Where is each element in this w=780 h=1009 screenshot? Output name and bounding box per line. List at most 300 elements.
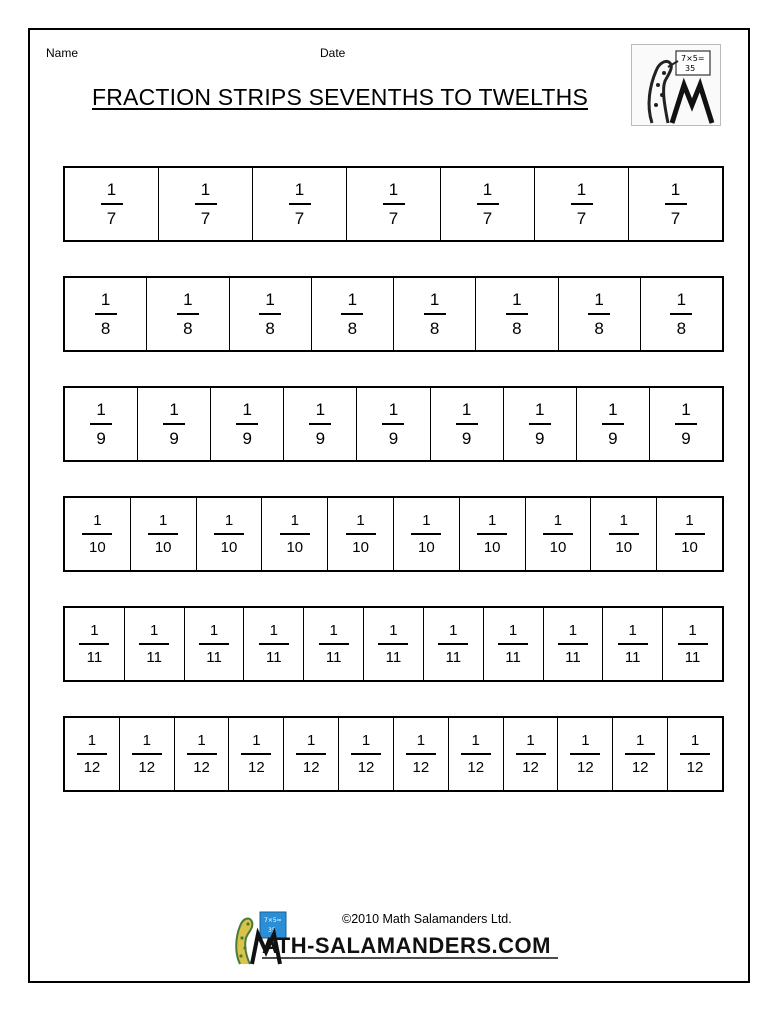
fraction-numerator: 1 [688, 622, 697, 640]
fraction-numerator: 1 [670, 180, 681, 200]
fraction-denominator: 11 [624, 648, 641, 666]
fraction [382, 401, 404, 447]
svg-text:7×5=: 7×5= [681, 54, 705, 63]
fraction-cell [175, 718, 230, 790]
fraction [461, 733, 491, 775]
fraction-bar [82, 533, 112, 535]
fraction [675, 513, 705, 555]
fraction-bar [259, 313, 281, 315]
fraction-denominator: 8 [429, 318, 440, 338]
fraction [558, 623, 588, 665]
fraction-bar [309, 423, 331, 425]
fraction-cell [138, 388, 211, 460]
fraction-bar [588, 313, 610, 315]
fraction-bar [177, 313, 199, 315]
fraction [543, 513, 573, 555]
fraction-denominator: 11 [385, 648, 402, 666]
fraction-cell [284, 718, 339, 790]
fraction-denominator: 9 [96, 428, 106, 448]
fraction-cell [476, 278, 558, 350]
fraction [675, 401, 697, 447]
fraction-numerator: 1 [619, 512, 628, 530]
fraction-numerator: 1 [449, 622, 458, 640]
fraction-denominator: 9 [608, 428, 618, 448]
fraction [139, 623, 169, 665]
fraction-numerator: 1 [100, 290, 111, 310]
fraction-numerator: 1 [90, 622, 99, 640]
fraction-cell [65, 388, 138, 460]
fraction-numerator: 1 [96, 400, 106, 420]
fraction-denominator: 12 [412, 758, 430, 776]
fraction-numerator: 1 [290, 512, 299, 530]
fraction [236, 401, 258, 447]
fraction [259, 623, 289, 665]
fraction-cell [484, 608, 544, 680]
fraction-bar [529, 423, 551, 425]
fraction-numerator: 1 [685, 512, 694, 530]
fraction-denominator: 11 [266, 648, 282, 666]
fraction-denominator: 9 [169, 428, 179, 448]
fraction-numerator: 1 [150, 622, 159, 640]
fraction-numerator: 1 [553, 512, 563, 530]
fraction-cell [65, 168, 159, 240]
fraction-denominator: 8 [676, 318, 687, 338]
fraction-bar [195, 203, 217, 205]
fraction-denominator: 11 [146, 648, 162, 666]
fraction-cell [603, 608, 663, 680]
fraction-strip-11 [63, 606, 724, 682]
fraction [95, 291, 117, 337]
fraction-bar [346, 533, 376, 535]
fraction-numerator: 1 [183, 290, 193, 310]
fraction-numerator: 1 [294, 180, 305, 200]
fraction-cell [577, 388, 650, 460]
fraction-cell [131, 498, 197, 570]
fraction-denominator: 9 [315, 428, 326, 448]
fraction [456, 401, 478, 447]
fraction-numerator: 1 [594, 290, 604, 310]
fraction-cell [558, 718, 613, 790]
fraction [259, 291, 281, 337]
fraction [341, 291, 363, 337]
fraction-denominator: 10 [154, 538, 172, 556]
fraction-bar [625, 753, 655, 755]
fraction-numerator: 1 [329, 622, 338, 640]
fraction-numerator: 1 [389, 622, 398, 640]
fraction [588, 291, 610, 337]
fraction-denominator: 12 [631, 758, 649, 776]
fraction-denominator: 8 [183, 318, 193, 338]
fraction-denominator: 9 [461, 428, 472, 448]
fraction-denominator: 8 [512, 318, 522, 338]
fraction-denominator: 7 [670, 208, 681, 228]
fraction-cell [544, 608, 604, 680]
fraction-cell [262, 498, 328, 570]
fraction-numerator: 1 [461, 400, 472, 420]
fraction-cell [197, 498, 263, 570]
fraction-denominator: 12 [577, 758, 594, 776]
fraction-bar [406, 753, 436, 755]
fraction-bar [132, 753, 162, 755]
fraction-numerator: 1 [416, 732, 426, 750]
fraction [665, 181, 687, 227]
fraction-bar [101, 203, 123, 205]
fraction-bar [477, 203, 499, 205]
fraction-numerator: 1 [307, 732, 316, 750]
fraction-denominator: 12 [193, 758, 210, 776]
fraction-bar [506, 313, 528, 315]
fraction [678, 623, 708, 665]
fraction [618, 623, 648, 665]
fraction [163, 401, 185, 447]
fraction-bar [665, 203, 687, 205]
fraction-bar [382, 423, 404, 425]
fraction-denominator: 12 [467, 758, 485, 776]
fraction [411, 513, 441, 555]
fraction-denominator: 10 [681, 538, 698, 556]
fraction-denominator: 7 [294, 208, 305, 228]
fraction-bar [163, 423, 185, 425]
fraction-numerator: 1 [581, 732, 590, 750]
fraction-cell [65, 608, 125, 680]
fraction-cell [147, 278, 229, 350]
fraction-numerator: 1 [93, 512, 102, 530]
fraction [296, 733, 326, 775]
fraction-bar [319, 643, 349, 645]
fraction [187, 733, 217, 775]
fraction [516, 733, 546, 775]
fraction-bar [280, 533, 310, 535]
fraction-denominator: 12 [248, 758, 265, 776]
fraction-numerator: 1 [636, 732, 645, 750]
fraction-denominator: 12 [302, 758, 320, 776]
fraction-denominator: 7 [576, 208, 587, 228]
fraction-cell [641, 278, 722, 350]
fraction-denominator: 12 [138, 758, 156, 776]
fraction-denominator: 9 [242, 428, 252, 448]
fraction-numerator: 1 [209, 622, 219, 640]
fraction-denominator: 10 [220, 538, 238, 556]
fraction-numerator: 1 [429, 290, 440, 310]
name-label: Name [46, 46, 79, 60]
fraction-cell [394, 498, 460, 570]
fraction-denominator: 9 [681, 428, 691, 448]
site-name[interactable]: ATH-SALAMANDERS.COM [262, 933, 551, 958]
fraction-cell [663, 608, 722, 680]
fraction [406, 733, 436, 775]
fraction-bar [259, 643, 289, 645]
fraction-bar [424, 313, 446, 315]
fraction-cell [535, 168, 629, 240]
fraction-cell [304, 608, 364, 680]
fraction-denominator: 7 [482, 208, 493, 228]
fraction-cell [284, 388, 357, 460]
fraction-numerator: 1 [676, 290, 687, 310]
fraction-cell [347, 168, 441, 240]
fraction-cell [244, 608, 304, 680]
fraction [346, 513, 376, 555]
fraction-bar [79, 643, 109, 645]
fraction-numerator: 1 [242, 400, 252, 420]
fraction-cell [328, 498, 394, 570]
fraction-denominator: 12 [83, 758, 101, 776]
fraction-bar [187, 753, 217, 755]
fraction [90, 401, 112, 447]
fraction [82, 513, 112, 555]
fraction [77, 733, 107, 775]
svg-text:35: 35 [268, 927, 276, 934]
fraction-cell [591, 498, 657, 570]
fraction-numerator: 1 [388, 400, 399, 420]
fraction-bar [571, 203, 593, 205]
fraction-denominator: 10 [418, 538, 435, 556]
fraction [609, 513, 639, 555]
fraction-denominator: 11 [505, 648, 521, 666]
fraction-bar [438, 643, 468, 645]
fraction-bar [351, 753, 381, 755]
fraction-bar [477, 533, 507, 535]
svg-text:35: 35 [685, 64, 696, 73]
fraction-bar [558, 643, 588, 645]
fraction [101, 181, 123, 227]
fraction-cell [120, 718, 175, 790]
fraction-bar [95, 313, 117, 315]
fraction-numerator: 1 [534, 400, 545, 420]
fraction-numerator: 1 [347, 290, 358, 310]
fraction-denominator: 10 [286, 538, 304, 556]
fraction [319, 623, 349, 665]
fraction [378, 623, 408, 665]
fraction-strip-10 [63, 496, 724, 572]
fraction-cell [364, 608, 424, 680]
fraction-denominator: 7 [106, 208, 117, 228]
copyright-text: ©2010 Math Salamanders Ltd. [342, 912, 512, 926]
fraction-cell [65, 278, 147, 350]
fraction-numerator: 1 [508, 622, 518, 640]
fraction-bar [680, 753, 710, 755]
fraction [383, 181, 405, 227]
fraction-cell [559, 278, 641, 350]
fraction-cell [394, 718, 449, 790]
fraction-bar [289, 203, 311, 205]
fraction-denominator: 8 [100, 318, 111, 338]
fraction-denominator: 8 [347, 318, 358, 338]
fraction-denominator: 12 [686, 758, 704, 776]
fraction-denominator: 10 [549, 538, 567, 556]
fraction-cell [650, 388, 722, 460]
fraction-bar [461, 753, 491, 755]
fraction-bar [296, 753, 326, 755]
fraction-bar [670, 313, 692, 315]
fraction-denominator: 7 [388, 208, 399, 228]
fraction-numerator: 1 [422, 512, 431, 530]
fraction-numerator: 1 [159, 512, 168, 530]
fraction [148, 513, 178, 555]
fraction [477, 181, 499, 227]
fraction-denominator: 11 [565, 648, 581, 666]
date-label: Date [320, 46, 346, 60]
fraction [477, 513, 507, 555]
fraction [280, 513, 310, 555]
fraction-numerator: 1 [265, 290, 275, 310]
fraction-cell [668, 718, 722, 790]
fraction-cell [229, 718, 284, 790]
fraction-cell [65, 718, 120, 790]
fraction [132, 733, 162, 775]
fraction-denominator: 10 [483, 538, 501, 556]
fraction [79, 623, 109, 665]
fraction-cell [357, 388, 430, 460]
fraction-cell [230, 278, 312, 350]
fraction-cell [424, 608, 484, 680]
fraction-cell [441, 168, 535, 240]
fraction-bar [199, 643, 229, 645]
fraction-numerator: 1 [356, 512, 365, 530]
fraction [680, 733, 710, 775]
fraction-numerator: 1 [200, 180, 211, 200]
fraction-numerator: 1 [169, 400, 179, 420]
fraction-bar [383, 203, 405, 205]
fraction-numerator: 1 [681, 400, 691, 420]
fraction-denominator: 8 [594, 318, 604, 338]
fraction-strip-12 [63, 716, 724, 792]
fraction-bar [139, 643, 169, 645]
fraction-strip-7 [63, 166, 724, 242]
fraction [289, 181, 311, 227]
fraction-numerator: 1 [568, 622, 578, 640]
fraction [199, 623, 229, 665]
fraction [424, 291, 446, 337]
fraction-cell [185, 608, 245, 680]
fraction-bar [77, 753, 107, 755]
fraction [506, 291, 528, 337]
fraction-bar [241, 753, 271, 755]
fraction-bar [609, 533, 639, 535]
fraction-bar [214, 533, 244, 535]
fraction-numerator: 1 [471, 732, 480, 750]
header-logo [631, 44, 721, 126]
fraction [241, 733, 271, 775]
fraction-cell [460, 498, 526, 570]
fraction-denominator: 8 [265, 318, 275, 338]
fraction [214, 513, 244, 555]
fraction-cell [629, 168, 722, 240]
fraction-cell [394, 278, 476, 350]
fraction-bar [678, 643, 708, 645]
fraction [570, 733, 600, 775]
fraction-denominator: 11 [445, 648, 462, 666]
fraction-denominator: 11 [684, 648, 701, 666]
fraction-denominator: 12 [522, 758, 539, 776]
fraction-cell [211, 388, 284, 460]
fraction-numerator: 1 [197, 732, 206, 750]
fraction-cell [449, 718, 504, 790]
fraction-cell [125, 608, 185, 680]
fraction-bar [675, 423, 697, 425]
fraction-numerator: 1 [315, 400, 326, 420]
fraction-denominator: 11 [325, 648, 342, 666]
fraction-bar [602, 423, 624, 425]
fraction [195, 181, 217, 227]
fraction-numerator: 1 [628, 622, 637, 640]
fraction-numerator: 1 [224, 512, 234, 530]
salamander-logo-icon [632, 45, 720, 125]
fraction-denominator: 11 [206, 648, 222, 666]
fraction-denominator: 7 [200, 208, 211, 228]
fraction-cell [526, 498, 592, 570]
fraction-denominator: 10 [89, 538, 106, 556]
fraction [498, 623, 528, 665]
fraction-numerator: 1 [482, 180, 493, 200]
fraction-denominator: 10 [352, 538, 369, 556]
fraction-cell [431, 388, 504, 460]
fraction-bar [675, 533, 705, 535]
fraction-cell [504, 718, 559, 790]
fraction-numerator: 1 [87, 732, 97, 750]
fraction-bar [543, 533, 573, 535]
fraction-numerator: 1 [608, 400, 618, 420]
fraction [571, 181, 593, 227]
fraction-cell [657, 498, 722, 570]
fraction-cell [613, 718, 668, 790]
fraction-bar [516, 753, 546, 755]
fraction-numerator: 1 [576, 180, 587, 200]
fraction-numerator: 1 [388, 180, 399, 200]
fraction-denominator: 10 [615, 538, 633, 556]
fraction-bar [456, 423, 478, 425]
fraction-cell [339, 718, 394, 790]
fraction [529, 401, 551, 447]
fraction [177, 291, 199, 337]
fraction-numerator: 1 [361, 732, 371, 750]
fraction-numerator: 1 [512, 290, 522, 310]
fraction-numerator: 1 [252, 732, 261, 750]
fraction-cell [159, 168, 253, 240]
fraction [309, 401, 331, 447]
fraction-numerator: 1 [526, 732, 535, 750]
fraction-numerator: 1 [106, 180, 117, 200]
page-title: FRACTION STRIPS SEVENTHS TO TWELTHS [92, 84, 589, 110]
fraction [670, 291, 692, 337]
fraction-bar [90, 423, 112, 425]
fraction [602, 401, 624, 447]
fraction-numerator: 1 [142, 732, 151, 750]
fraction-denominator: 11 [86, 648, 103, 666]
fraction-cell [312, 278, 394, 350]
fraction-denominator: 12 [357, 758, 375, 776]
fraction [438, 623, 468, 665]
fraction-cell [504, 388, 577, 460]
fraction-strip-9 [63, 386, 724, 462]
fraction-numerator: 1 [269, 622, 279, 640]
fraction-bar [411, 533, 441, 535]
fraction-bar [618, 643, 648, 645]
fraction-denominator: 9 [388, 428, 399, 448]
fraction-strip-8 [63, 276, 724, 352]
fraction [625, 733, 655, 775]
fraction-bar [148, 533, 178, 535]
fraction [351, 733, 381, 775]
fraction-bar [341, 313, 363, 315]
fraction-numerator: 1 [690, 732, 700, 750]
svg-text:7×5=: 7×5= [264, 917, 282, 924]
fraction-numerator: 1 [488, 512, 497, 530]
fraction-denominator: 9 [534, 428, 545, 448]
fraction-cell [65, 498, 131, 570]
fraction-bar [570, 753, 600, 755]
fraction-bar [498, 643, 528, 645]
fraction-cell [253, 168, 347, 240]
